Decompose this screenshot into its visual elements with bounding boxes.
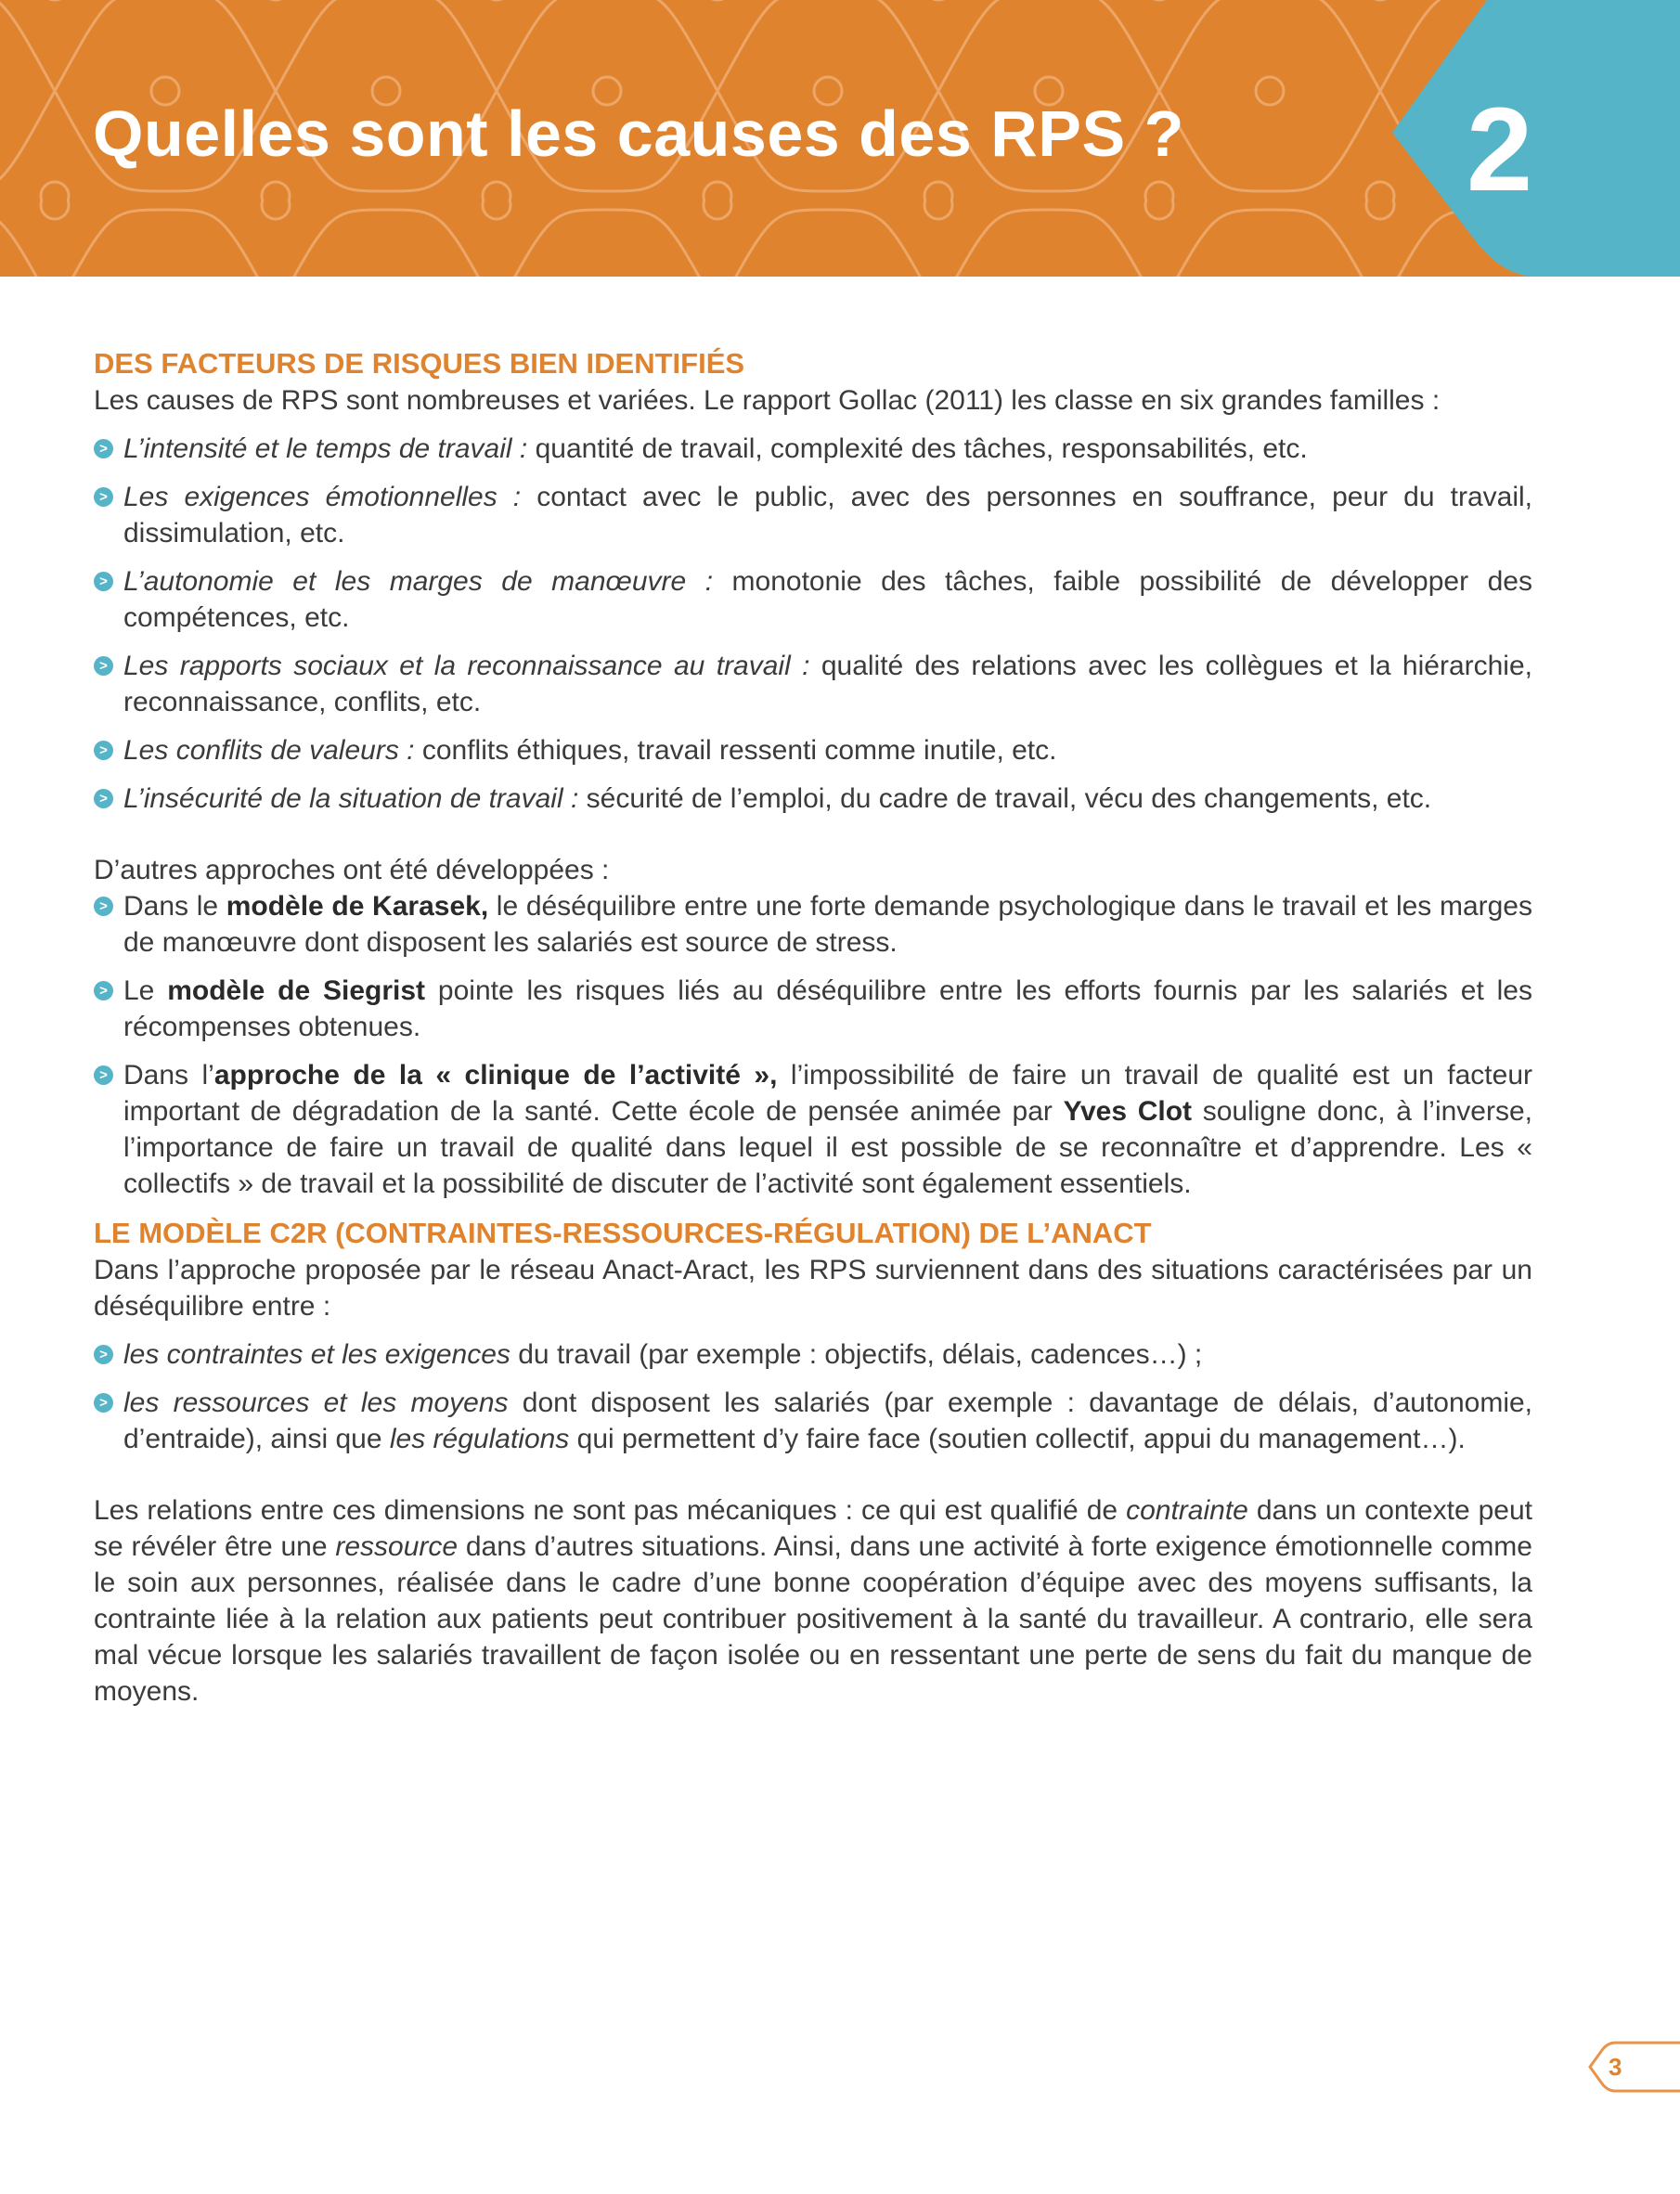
italic-segment: Les exigences émotionnelles : [123, 482, 522, 512]
italic-segment: les régulations [389, 1424, 570, 1454]
text-segment: contact avec le public, avec des personnes en souffrance, peur du travail, dissimulation, etc. [123, 482, 1532, 548]
text-segment: pointe les risques liés au déséquilibre entre les efforts fournis par les salariés et les récompenses obtenues. [123, 975, 1532, 1042]
italic-segment: L’insécurité de la situation de travail : [123, 783, 579, 814]
chevron-bullet-icon: > [94, 439, 113, 458]
text-segment: dans un contexte peut se révéler être une [94, 1495, 1533, 1562]
bold-segment: modèle de Siegrist [167, 975, 426, 1006]
list-item [94, 973, 1532, 1045]
italic-segment: ressource [335, 1531, 459, 1562]
text-segment: l’impossibilité de faire un travail de qualité est un facteur important de dégradation de la santé. Cette école de pensée animée par [123, 1060, 1532, 1127]
other-approaches-list [94, 888, 1532, 1202]
chevron-bullet-icon: > [94, 656, 113, 676]
page-title: Quelles sont les causes des RPS ? [93, 97, 1184, 170]
page-number-tab [1587, 2041, 1680, 2093]
list-item [94, 781, 1532, 817]
list-item [94, 431, 1532, 467]
text-segment: Dans le [123, 891, 226, 922]
italic-segment: L’autonomie et les marges de manœuvre : [123, 566, 714, 597]
chevron-bullet-icon: > [94, 1065, 113, 1085]
other-approaches-intro: D’autres approches ont été développées : [94, 855, 610, 885]
text-segment: monotonie des tâches, faible possibilité de développer des compétences, etc. [123, 566, 1532, 633]
list-item [94, 732, 1532, 768]
italic-segment: Les conflits de valeurs : [123, 735, 415, 766]
text-segment: qualité des relations avec les collègues et la hiérarchie, reconnaissance, conflits, etc. [123, 651, 1532, 717]
chevron-bullet-icon: > [94, 741, 113, 760]
text-segment: qui permettent d’y faire face (soutien collectif, appui du management…). [569, 1424, 1466, 1454]
italic-segment: Les rapports sociaux et la reconnaissance au travail : [123, 651, 810, 681]
italic-segment: L’intensité et le temps de travail : [123, 433, 528, 464]
text-segment: du travail (par exemple : objectifs, délais, cadences…) ; [510, 1339, 1203, 1370]
italic-segment: les contraintes et les exigences [123, 1339, 510, 1370]
chevron-bullet-icon: > [94, 1345, 113, 1364]
closing-paragraph [94, 1492, 1532, 1710]
section-intro: Les causes de RPS sont nombreuses et variées. Le rapport Gollac (2011) les classe en six grandes familles : [94, 385, 1441, 416]
italic-segment: les ressources et les moyens [123, 1387, 509, 1418]
chevron-bullet-icon: > [94, 1393, 113, 1413]
text-segment: Le [123, 975, 168, 1006]
main-content [94, 345, 1532, 1710]
chevron-bullet-icon: > [94, 981, 113, 1000]
chevron-bullet-icon: > [94, 897, 113, 916]
text-segment: Les relations entre ces dimensions ne sont pas mécaniques : ce qui est qualifié de [94, 1495, 1127, 1526]
page-number: 3 [1609, 2053, 1622, 2081]
risk-families-list [94, 431, 1532, 817]
chevron-bullet-icon: > [94, 572, 113, 591]
section-heading-c2r-model: LE MODÈLE C2R (CONTRAINTES-RESSOURCES-RÉGULATION) DE L’ANACT [94, 1217, 1152, 1249]
c2r-intro: Dans l’approche proposée par le réseau Anact-Aract, les RPS surviennent dans des situations caractérisées par un déséquilibre entre : [94, 1255, 1532, 1322]
list-item [94, 1385, 1532, 1457]
list-item [94, 479, 1532, 551]
italic-segment: contrainte [1126, 1495, 1248, 1526]
text-segment: conflits éthiques, travail ressenti comme inutile, etc. [414, 735, 1057, 766]
bold-segment: modèle de Karasek, [226, 891, 489, 922]
chevron-bullet-icon: > [94, 789, 113, 808]
c2r-list [94, 1336, 1532, 1457]
list-item [94, 1336, 1532, 1373]
text-segment: dans d’autres situations. Ainsi, dans une activité à forte exigence émotionnelle comme le soin aux personnes, réalisée dans le cadre d’une bonne coopération d’équipe avec des moyens suffisants, la contrainte liée à la relation aux patients peut contribuer positivement à la santé du travailleur. A contrario, elle sera mal vécue lorsque les salariés travaillent de façon isolée ou en ressentant une perte de sens du fait du manque de moyens. [94, 1531, 1532, 1707]
list-item [94, 888, 1532, 961]
chapter-header [0, 0, 1680, 277]
list-item [94, 1057, 1532, 1202]
list-item [94, 563, 1532, 636]
bold-segment: approche de la « clinique de l’activité », [213, 1060, 778, 1091]
text-segment: Dans l’ [123, 1060, 214, 1091]
bold-segment: Yves Clot [1063, 1096, 1193, 1127]
text-segment: quantité de travail, complexité des tâches, responsabilités, etc. [527, 433, 1308, 464]
text-segment: sécurité de l’emploi, du cadre de travail, vécu des changements, etc. [578, 783, 1432, 814]
chapter-number: 2 [1467, 84, 1533, 216]
text-segment: souligne donc, à l’inverse, l’importance de faire un travail de qualité dans lequel il est possible de se reconnaître et d’apprendre. Les « collectifs » de travail et la possibilité de discuter de l’activité sont également essentiels. [123, 1096, 1532, 1199]
text-segment: dont disposent les salariés (par exemple : davantage de délais, d’autonomie, d’entraide), ainsi que [123, 1387, 1533, 1454]
text-segment: le déséquilibre entre une forte demande psychologique dans le travail et les marges de manœuvre dont disposent les salariés est source de stress. [123, 891, 1532, 958]
section-heading-risk-factors: DES FACTEURS DE RISQUES BIEN IDENTIFIÉS [94, 347, 745, 380]
chevron-bullet-icon: > [94, 487, 113, 507]
list-item [94, 648, 1532, 720]
